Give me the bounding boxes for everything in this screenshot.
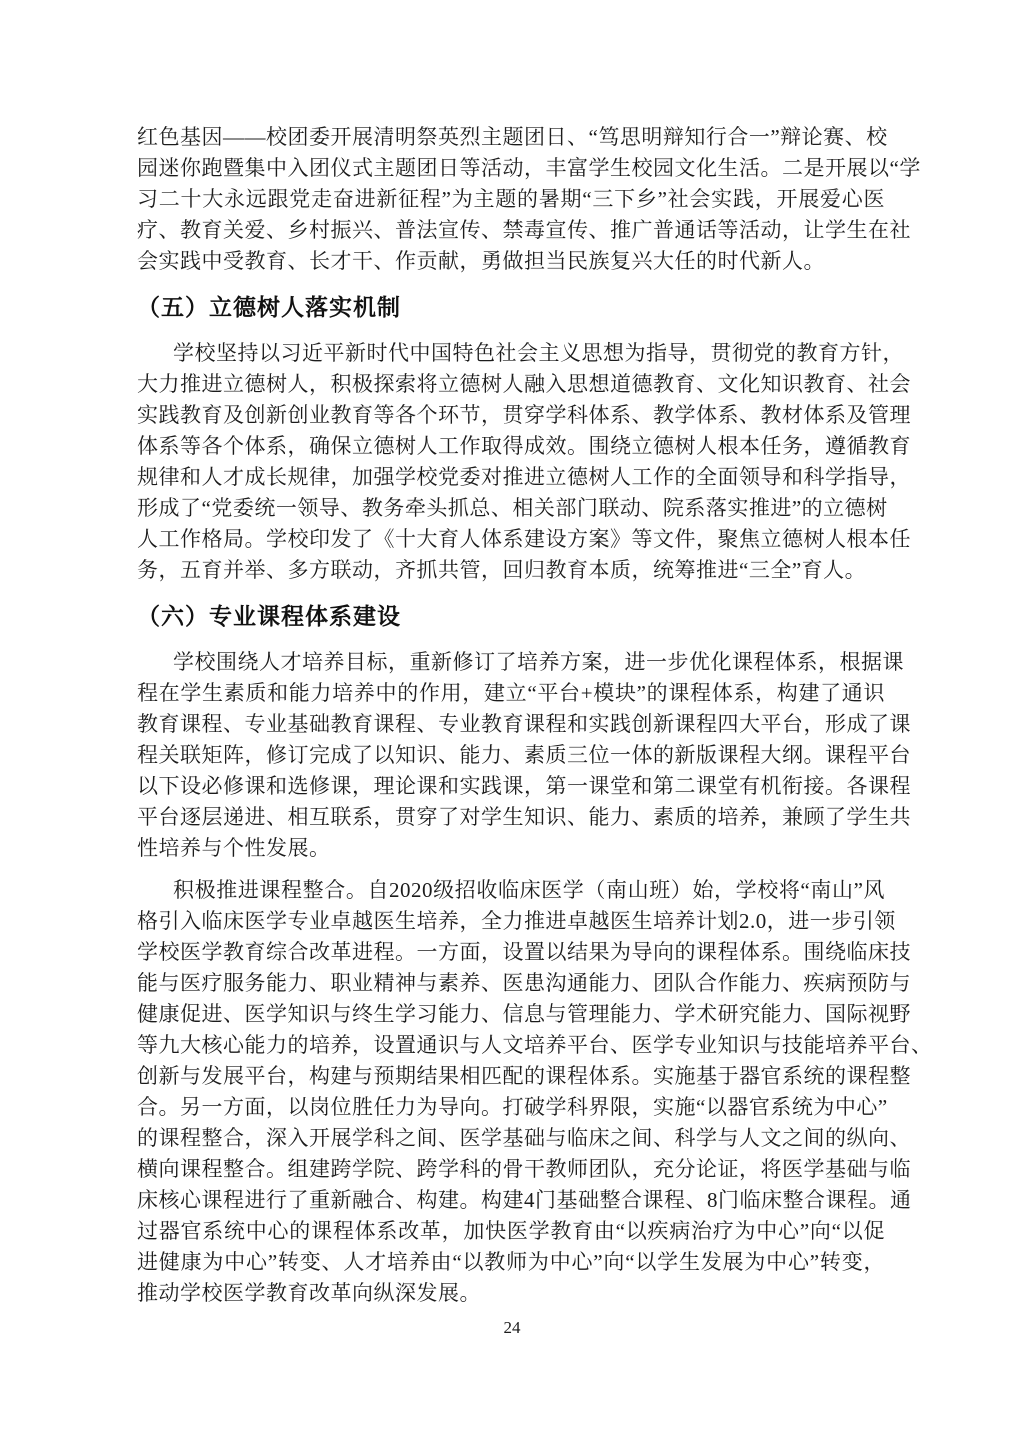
page-number: 24 [503, 1318, 521, 1337]
paragraph-line: 推动学校医学教育改革向纵深发展。 [137, 1281, 481, 1305]
paragraph [137, 338, 911, 586]
paragraph-line: 进健康为中心”转变、人才培养由“以教师为中心”向“以学生发展为中心”转变， [137, 1250, 885, 1274]
paragraph-line: 形成了“党委统一领导、教务牵头抓总、相关部门联动、院系落实推进”的立德树 [137, 496, 888, 520]
paragraph-line: 学校医学教育综合改革进程。一方面，设置以结果为导向的课程体系。围绕临床技 [137, 940, 911, 964]
paragraph-line: 的课程整合，深入开展学科之间、医学基础与临床之间、科学与人文之间的纵向、 [137, 1126, 911, 1150]
paragraph [137, 875, 933, 1309]
paragraph-line: 健康促进、医学知识与终生学习能力、信息与管理能力、学术研究能力、国际视野 [137, 1002, 911, 1026]
paragraph-line: 人工作格局。学校印发了《十大育人体系建设方案》等文件，聚焦立德树人根本任 [137, 527, 911, 551]
paragraph-line: 体系等各个体系，确保立德树人工作取得成效。围绕立德树人根本任务，遵循教育 [137, 434, 911, 458]
paragraph-line: 学校围绕人才培养目标，重新修订了培养方案，进一步优化课程体系，根据课 [173, 650, 904, 674]
paragraph-line: 学校坚持以习近平新时代中国特色社会主义思想为指导，贯彻党的教育方针， [173, 341, 904, 365]
paragraph-line: 平台逐层递进、相互联系，贯穿了对学生知识、能力、素质的培养，兼顾了学生共 [137, 805, 911, 829]
paragraph-line: 床核心课程进行了重新融合、构建。构建4门基础整合课程、8门临床整合课程。通 [137, 1188, 912, 1212]
paragraph-line: 格引入临床医学专业卓越医生培养，全力推进卓越医生培养计划2.0，进一步引领 [137, 909, 896, 933]
paragraph [137, 647, 911, 864]
paragraph-line: 教育课程、专业基础教育课程、专业教育课程和实践创新课程四大平台，形成了课 [137, 712, 911, 736]
document-body [137, 122, 933, 1309]
paragraph-line: 创新与发展平台，构建与预期结果相匹配的课程体系。实施基于器官系统的课程整 [137, 1064, 911, 1088]
section-heading: （六）专业课程体系建设 [137, 603, 401, 629]
paragraph-line: 积极推进课程整合。自2020级招收临床医学（南山班）始，学校将“南山”风 [173, 878, 885, 902]
paragraph-line: 会实践中受教育、长才干、作贡献，勇做担当民族复兴大任的时代新人。 [137, 249, 825, 273]
paragraph-line: 能与医疗服务能力、职业精神与素养、医患沟通能力、团队合作能力、疾病预防与 [137, 971, 911, 995]
paragraph-line: 程在学生素质和能力培养中的作用，建立“平台+模块”的课程体系，构建了通识 [137, 681, 885, 705]
paragraph-line: 横向课程整合。组建跨学院、跨学科的骨干教师团队，充分论证，将医学基础与临 [137, 1157, 911, 1181]
paragraph-line: 实践教育及创新创业教育等各个环节，贯穿学科体系、教学体系、教材体系及管理 [137, 403, 911, 427]
paragraph-line: 务，五育并举、多方联动，齐抓共管，回归教育本质，统筹推进“三全”育人。 [137, 558, 867, 582]
section-heading: （五）立德树人落实机制 [137, 294, 401, 320]
paragraph-line: 过器官系统中心的课程体系改革，加快医学教育由“以疾病治疗为中心”向“以促 [137, 1219, 885, 1243]
paragraph-line: 大力推进立德树人，积极探索将立德树人融入思想道德教育、文化知识教育、社会 [137, 372, 911, 396]
paragraph-line: 习二十大永远跟党走奋进新征程”为主题的暑期“三下乡”社会实践，开展爱心医 [137, 187, 885, 211]
paragraph-line: 等九大核心能力的培养，设置通识与人文培养平台、医学专业知识与技能培养平台、 [137, 1033, 933, 1057]
paragraph-line: 性培养与个性发展。 [137, 836, 331, 860]
paragraph-line: 以下设必修课和选修课，理论课和实践课，第一课堂和第二课堂有机衔接。各课程 [137, 774, 911, 798]
paragraph-line: 园迷你跑暨集中入团仪式主题团日等活动，丰富学生校园文化生活。二是开展以“学 [137, 156, 921, 180]
paragraph [137, 122, 921, 277]
paragraph-line: 疗、教育关爱、乡村振兴、普法宣传、禁毒宣传、推广普通话等活动，让学生在社 [137, 218, 911, 242]
paragraph-line: 合。另一方面，以岗位胜任力为导向。打破学科界限，实施“以器官系统为中心” [137, 1095, 888, 1119]
paragraph-line: 程关联矩阵，修订完成了以知识、能力、素质三位一体的新版课程大纲。课程平台 [137, 743, 911, 767]
paragraph-line: 规律和人才成长规律，加强学校党委对推进立德树人工作的全面领导和科学指导， [137, 465, 911, 489]
paragraph-line: 红色基因——校团委开展清明祭英烈主题团日、“笃思明辩知行合一”辩论赛、校 [137, 125, 888, 149]
